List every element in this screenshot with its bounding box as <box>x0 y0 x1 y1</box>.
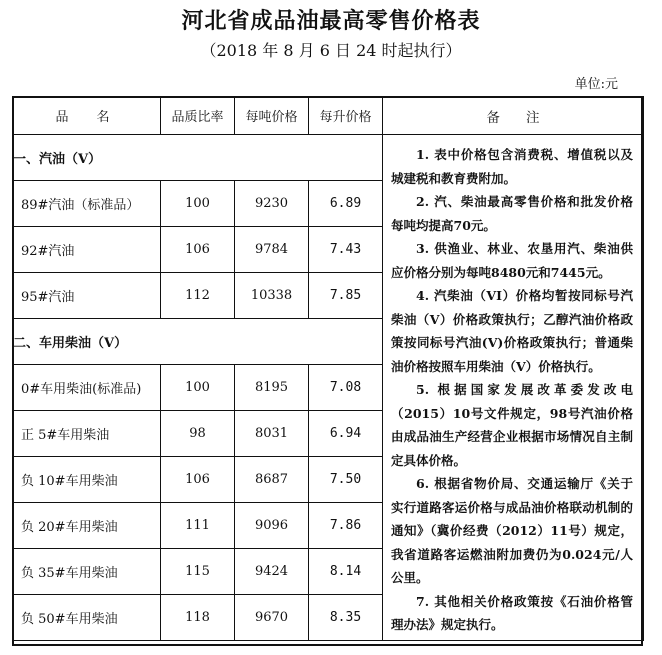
price-per-ton: 9424 <box>235 549 309 595</box>
price-per-liter: 6.89 <box>309 181 383 227</box>
table-outer-border <box>12 96 643 646</box>
price-per-liter: 7.43 <box>309 227 383 273</box>
note-item: 4. 汽柴油（VI）价格均暂按同标号汽柴油（V）价格政策执行；乙醇汽油价格政策按同标号汽油(V)价格政策执行；普通柴油价格按照车用柴油（V）价格执行。 <box>391 288 633 374</box>
quality-ratio: 115 <box>161 549 235 595</box>
quality-ratio: 111 <box>161 503 235 549</box>
price-per-liter: 8.35 <box>309 595 383 641</box>
section-gasoline: 一、汽油（V） <box>13 135 383 181</box>
note-item: 3. 供渔业、林业、农垦用汽、柴油供应价格分别为每吨8480元和7445元。 <box>391 241 633 280</box>
price-per-liter: 7.08 <box>309 365 383 411</box>
quality-ratio: 106 <box>161 227 235 273</box>
header-per-ton: 每吨价格 <box>235 97 309 135</box>
note-item: 2. 汽、柴油最高零售价格和批发价格每吨均提高70元。 <box>391 194 633 233</box>
header-per-liter: 每升价格 <box>309 97 383 135</box>
price-per-liter: 7.86 <box>309 503 383 549</box>
header-name: 品名 <box>13 97 161 135</box>
price-per-liter: 7.50 <box>309 457 383 503</box>
price-per-ton: 9230 <box>235 181 309 227</box>
fuel-name: 负 10#车用柴油 <box>13 457 161 503</box>
note-item: 6. 根据省物价局、交通运输厅《关于实行道路客运价格与成品油价格联动机制的通知》（冀价经费（2012）11号）规定，我省道路客运燃油附加费仍为0.024元/人公里。 <box>391 476 633 585</box>
unit-label: 单位:元 <box>574 77 618 92</box>
fuel-name: 正 5#车用柴油 <box>13 411 161 457</box>
note-item: 1. 表中价格包含消费税、增值税以及城建税和教育费附加。 <box>391 147 633 186</box>
price-per-ton: 9784 <box>235 227 309 273</box>
price-per-ton: 8195 <box>235 365 309 411</box>
page-title: 河北省成品油最高零售价格表 <box>181 8 481 34</box>
price-per-liter: 7.85 <box>309 273 383 319</box>
quality-ratio: 98 <box>161 411 235 457</box>
fuel-name: 负 20#车用柴油 <box>13 503 161 549</box>
price-per-liter: 6.94 <box>309 411 383 457</box>
quality-ratio: 100 <box>161 365 235 411</box>
section-diesel: 二、车用柴油（V） <box>13 319 383 365</box>
price-per-ton: 8031 <box>235 411 309 457</box>
fuel-name: 92#汽油 <box>13 227 161 273</box>
fuel-name: 0#车用柴油(标准品) <box>13 365 161 411</box>
fuel-name: 负 35#车用柴油 <box>13 549 161 595</box>
header-notes: 备注 <box>383 97 644 135</box>
note-item: 5. 根据国家发展改革委发改电（2015）10号文件规定，98号汽油价格由成品油生产经营企业根据市场情况自主制定具体价格。 <box>391 382 633 468</box>
price-per-ton: 9096 <box>235 503 309 549</box>
price-per-liter: 8.14 <box>309 549 383 595</box>
quality-ratio: 106 <box>161 457 235 503</box>
fuel-name: 95#汽油 <box>13 273 161 319</box>
quality-ratio: 118 <box>161 595 235 641</box>
header-ratio: 品质比率 <box>161 97 235 135</box>
price-per-ton: 10338 <box>235 273 309 319</box>
fuel-name: 负 50#车用柴油 <box>13 595 161 641</box>
price-per-ton: 9670 <box>235 595 309 641</box>
note-item: 7. 其他相关价格政策按《石油价格管理办法》规定执行。 <box>391 593 633 632</box>
quality-ratio: 100 <box>161 181 235 227</box>
quality-ratio: 112 <box>161 273 235 319</box>
price-per-ton: 8687 <box>235 457 309 503</box>
fuel-name: 89#汽油（标准品） <box>13 181 161 227</box>
effective-date: （2018 年 8 月 6 日 24 时起执行） <box>200 41 462 60</box>
